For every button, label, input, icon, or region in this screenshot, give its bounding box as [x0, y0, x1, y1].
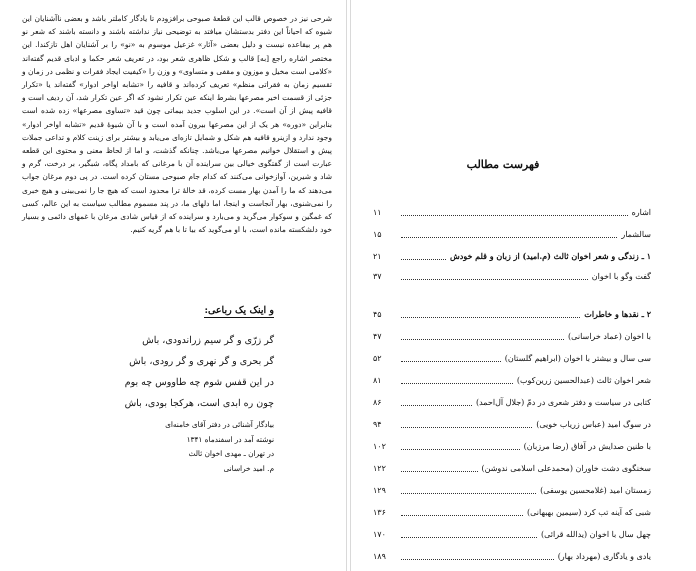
toc-label: ۲ ـ نقدها و خاطرات [584, 309, 651, 319]
toc-page-number: ۸۱ [373, 375, 382, 385]
dot-leader [401, 279, 588, 280]
toc-label: ۱ ـ زندگی و شعر اخوان ثالث (م.امید) از زبان و قلم خودش [449, 251, 651, 261]
toc-label: چهل سال با اخوان (یدالله قرائی) [540, 529, 651, 539]
signature-line: در تهران ـ مهدی اخوان ثالث [188, 449, 274, 458]
toc-entry[interactable] [373, 526, 651, 542]
dot-leader [401, 471, 478, 472]
toc-section-heading[interactable] [373, 248, 651, 264]
dot-leader [401, 405, 472, 406]
toc-entry[interactable] [373, 416, 651, 432]
dot-leader [401, 317, 580, 318]
toc-page-number: ۸۶ [373, 397, 382, 407]
toc-entry[interactable] [373, 460, 651, 476]
toc-page-number: ۳۷ [373, 271, 382, 281]
prose-block [22, 12, 332, 236]
toc-entry[interactable] [373, 482, 651, 498]
toc-entry[interactable] [373, 350, 651, 366]
toc-entry[interactable] [373, 204, 651, 220]
dot-leader [401, 559, 554, 560]
toc-page-number: ۱۱ [373, 207, 382, 217]
toc-label: سخنگوی دشت خاوران (محمدعلی اسلامی ندوشن) [481, 463, 651, 473]
toc-entry[interactable] [373, 548, 651, 564]
toc-page-number: ۱۷۰ [373, 529, 386, 539]
verse-line: گر بحری و گر نهری و گر رودی، باش [129, 356, 274, 367]
toc-label: با اخوان (عماد خراسانی) [568, 331, 651, 341]
toc-section-heading[interactable] [373, 306, 651, 322]
dot-leader [401, 537, 537, 538]
toc-entry[interactable] [373, 372, 651, 388]
toc-label: شبی که آینه تب کرد (سیمین بهبهانی) [527, 507, 651, 517]
dot-leader [401, 515, 523, 516]
dot-leader [401, 259, 446, 260]
dot-leader [401, 383, 513, 384]
quatrain-heading: و اینک یک رباعی: [204, 305, 274, 316]
dot-leader [401, 215, 628, 216]
toc-entry[interactable] [373, 438, 651, 454]
toc-entry[interactable] [373, 226, 651, 242]
dot-leader [401, 427, 532, 428]
dot-leader [401, 237, 617, 238]
toc-label: اشاره [631, 207, 651, 217]
toc-label: در سوگ امید (عباس زریاب خویی) [536, 419, 651, 429]
toc-entry[interactable] [373, 268, 651, 284]
dot-leader [401, 493, 536, 494]
dot-leader [401, 361, 501, 362]
toc-label: کتابی در سیاست و دفتر شعری در دمّ (جلال آل‌احمد) [475, 397, 651, 407]
verse-line: گر زرّی و گر سیم زراندودی، باش [142, 335, 274, 346]
signature-line: بیادگار آشنائی در دفتر آقای خامنه‌ای [165, 420, 274, 429]
signature-line: م. امید خراسانی [223, 463, 274, 473]
toc-label: یادی و یادگاری (مهرداد بهار) [557, 551, 651, 561]
toc-label: سی سال و بیشتر با اخوان (ابراهیم گلستان) [504, 353, 651, 363]
toc-page-number: ۱۵ [373, 229, 382, 239]
toc-page-number: ۹۴ [373, 419, 382, 429]
toc-page-number: ۵۲ [373, 353, 382, 363]
toc-entry[interactable] [373, 504, 651, 520]
toc-page-number: ۴۵ [373, 309, 382, 319]
signature-block [74, 418, 274, 476]
toc-label: شعر اخوان ثالث (عبدالحسین زرین‌کوب) [516, 375, 651, 385]
prose-paragraph: شرحی نیز در خصوص قالب این قطعهٔ صبوحی برافزودم تا یادگار کاملتر باشد و بعضی ناآشنایان این شیوه که احیاناً این دفتر بدستشان میافتد به توضیحی نیاز نداشته باشند و دانسته باشند که شعر نو هم پر بیقاعده نیست و دلیل بعضی «آثار» غزعیل موسوم به «نو» را بر آشنایان اهل تازکندا. این مختصر اشاره راجع [به] قالب و شکل ظاهری شعر بود، در تعریف شعر حکما و ادبای قدیم گفته‌اند «کلامی است مخیل و موزون و مقفی و متساوی» و وزن را «کیفیت ایجاد فقرات و نظمی در زمان و تقسیم زمان به فقراتی منظم» تعریف کرده‌اند و قافیه را «تشابه اواخر ادوار» گفته‌اند یا «تکرار جزئی از قسمت اخیر مصرعها بشرط اینکه عین تکرار نشود که اگر عین تکرار شد، آن ردیف است و قافیه پیش از آن است». در این اسلوب جدید بیماتی چون قید «تساوی مصرعها» زده شده است بنابراین «دوره» هر یک از این مصرعها بیرون آمده است و با آن شیوهٔ قدیم «تشابه اواخر ادوار» وجود ندارد و ازینرو قافیه هم شکل و شمایل تازه‌ای می‌یابد و بیشتر برای زینت کلام و تداعی جملات پیش و استقلال خوانیم مصرعها می‌باشد. چنانکه گذشت، و اما از لحاظ معنی و محتوی این قطعه عبارت است از گفتگوی خیالی بین سراینده آن با مرغانی که بامداد پگاه، شبگیر، بر درخت، گرم و شاد و شیرین، آواز‌خوانی می‌کنند که کدام جام صبوحی مستان کرده است. در پی دوم مرغان جواب می‌دهند که ما را آمدن بهار مست کرده، قد خالهٔ ترا محدود است که هیچ جا را نمی‌بینی و هیچ خبری را نمی‌شنوی، بهار آنجاست و اینجا، اما دلهای ما، در پند مسموم مطالب سیاست به این عالم، کسی که غمگین و سوکوار می‌گرید و می‌بارد و سراینده که از قیاس شادی مرغان با غمهای دائمی و بسیار خود دلشکسته مانده است، با او می‌گوید که بیا تا با هم گریه کنیم. [22, 14, 332, 235]
right-page [350, 0, 696, 571]
toc-title: فهرست مطالب [466, 158, 540, 171]
toc-page-number: ۴۷ [373, 331, 382, 341]
dot-leader [401, 449, 520, 450]
toc-page-number: ۱۳۶ [373, 507, 386, 517]
toc-page-number: ۱۲۹ [373, 485, 386, 495]
toc-page-number: ۱۸۹ [373, 551, 386, 561]
toc-entry[interactable] [373, 394, 651, 410]
left-page [0, 0, 347, 571]
toc-label: سالشمار [621, 229, 651, 239]
toc-label: گفت وگو با اخوان [591, 271, 651, 281]
toc-page-number: ۲۱ [373, 251, 382, 261]
toc-entry[interactable] [373, 328, 651, 344]
verse-line: چون ره ابدی است، هرکجا بودی، باش [124, 398, 274, 409]
toc-page-number: ۱۰۲ [373, 441, 386, 451]
toc-label: زمستان امید (غلامحسین یوسفی) [540, 485, 651, 495]
dot-leader [401, 339, 564, 340]
signature-line: نوشته آمد در اسفندماه ۱۳۴۱ [186, 434, 274, 444]
toc-label: با طنین صدایش در آفاق (رضا مرزبان) [523, 441, 651, 451]
verse-line: در این قفس شوم چه طاووس چه بوم [124, 377, 274, 388]
quatrain [74, 330, 274, 414]
toc-page-number: ۱۲۲ [373, 463, 386, 473]
